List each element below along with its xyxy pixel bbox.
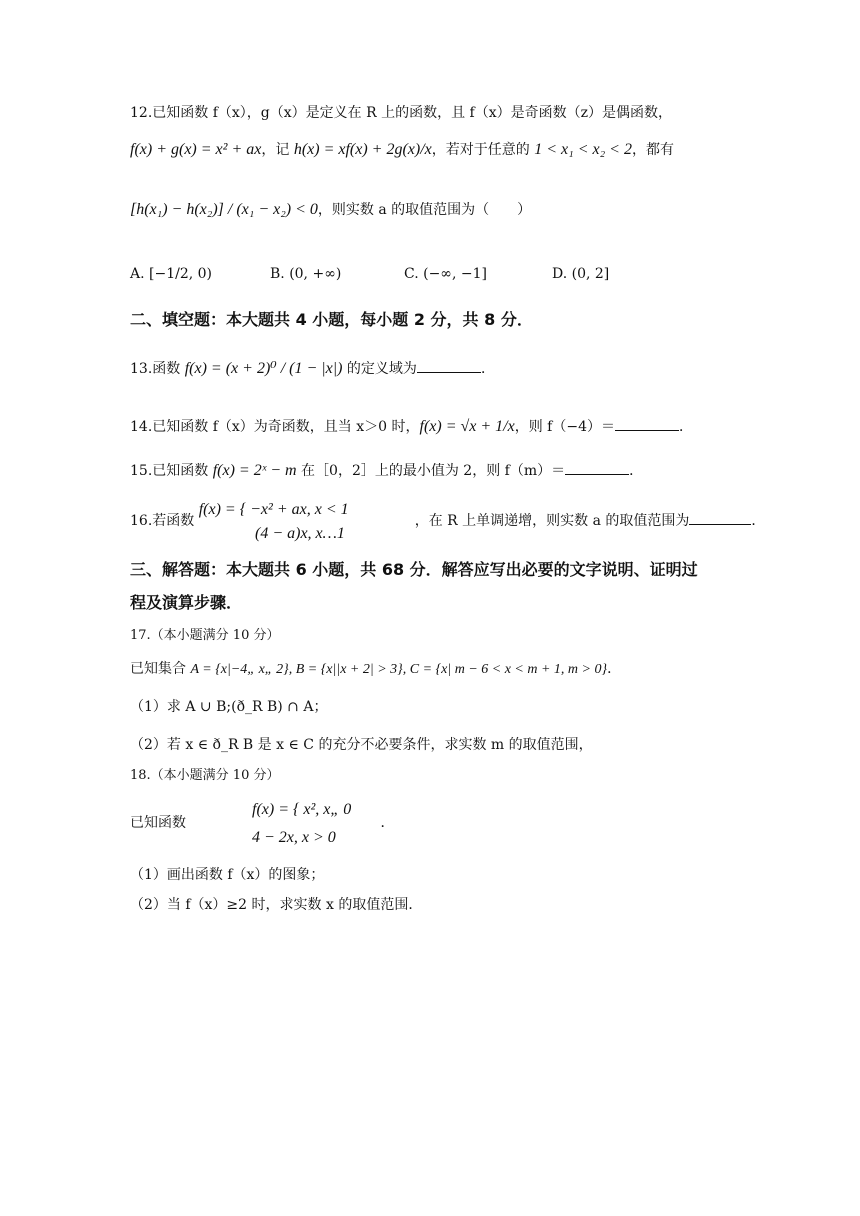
q12-option-c: C. (−∞, −1] [404,266,487,282]
q12-text1: ，记 [261,142,294,158]
q15-prefix: 15.已知函数 [130,463,213,479]
q12-equation: f(x) + g(x) = x² + ax [130,141,262,158]
q14-function: f(x) = √x + 1/x [419,418,515,435]
q15-line [130,460,643,482]
q18-stem-text: 已知函数 [130,815,191,831]
q16-case2 [255,524,345,545]
q18-piece2: 4 − 2x, x > 0 [252,829,336,846]
q14-answer-blank [615,416,679,431]
q13-suffix: 的定义域为 [342,361,417,377]
q13-function: f(x) = (x + 2)⁰ / (1 − |x|) [184,360,343,377]
q18-stem-end: ． [380,815,395,831]
q14-line [130,416,693,438]
q16-piece1: f(x) = { −x² + ax, x < 1 [198,501,349,518]
q16-prefix: 16.若函数 [130,513,199,529]
q17-sets: A = {x|−4„ x„ 2}, B = {x||x + 2| > 3}, C = {x| m − 6 < x < m + 1, m > 0} [190,662,608,677]
q14-prefix: 14.已知函数 f（x）为奇函数，且当 x＞0 时， [130,419,420,435]
section3-heading-line2: 程及演算步骤． [130,593,243,612]
q12-text2: ，若对于任意的 [431,142,535,158]
q12-interval: 1 < x₁ < x₂ < 2 [534,141,632,158]
q12-option-d: D. (0, 2] [552,266,610,282]
q12-line2 [130,140,674,161]
q14-end: ． [679,419,694,435]
q13-answer-blank [417,358,481,373]
q12-line1: 12.已知函数 f（x），g（x）是定义在 R 上的函数，且 f（x）是奇函数（z）是偶函数， [130,105,672,121]
q16-suffix: ，在 R 上单调递增，则实数 a 的取值范围为 [414,513,690,529]
q12-question: ，则实数 a 的取值范围为（ ） [317,202,532,218]
q18-part2: （2）当 f（x）≥2 时，求实数 x 的取值范围． [130,897,423,913]
q15-function: f(x) = 2ˣ − m [212,462,297,479]
q12-text3: ，都有 [631,142,674,158]
q17-stem-end: ． [607,661,622,677]
q16-line [130,510,765,530]
q13-prefix: 13.函数 [130,361,185,377]
q12-option-a: A. [−1/2, 0) [130,266,213,282]
q18-piece1: f(x) = { x², x„ 0 [252,801,352,818]
q16-piece2: (4 − a)x, x…1 [255,525,345,542]
q17-part1: （1）求 A ∪ B;(ð_R B) ∩ A； [130,699,328,715]
q14-suffix: ，则 f（−4）＝ [514,419,616,435]
q15-suffix: 在［0，2］上的最小值为 2，则 f（m）＝ [296,463,566,479]
q18-score: 18.（本小题满分 10 分） [130,768,280,783]
section2-heading: 二、填空题：本大题共 4 小题，每小题 2 分，共 8 分． [130,310,533,329]
q18-part1: （1）画出函数 f（x）的图象； [130,867,325,883]
q13-line [130,358,495,380]
q17-stem-text: 已知集合 [130,661,191,677]
q17-stem [130,660,621,679]
q15-answer-blank [565,460,629,475]
section3-heading-line1: 三、解答题：本大题共 6 小题，共 68 分．解答应写出必要的文字说明、证明过 [130,560,698,579]
q15-end: ． [629,463,644,479]
q12-inequality: [h(x₁) − h(x₂)] / (x₁ − x₂) < 0 [130,201,318,218]
q12-h-definition: h(x) = xf(x) + 2g(x)/x [293,141,432,158]
q13-end: ． [480,361,495,377]
q16-answer-blank [689,510,751,525]
q17-part2: （2）若 x ∈ ð_R B 是 x ∈ C 的充分不必要条件，求实数 m 的取值范围， [130,737,593,753]
q12-option-b: B. (0, +∞) [270,266,342,282]
q16-end: ． [751,513,766,529]
q12-line3 [130,200,531,221]
q18-case2 [252,828,336,849]
q17-score: 17.（本小题满分 10 分） [130,628,280,643]
